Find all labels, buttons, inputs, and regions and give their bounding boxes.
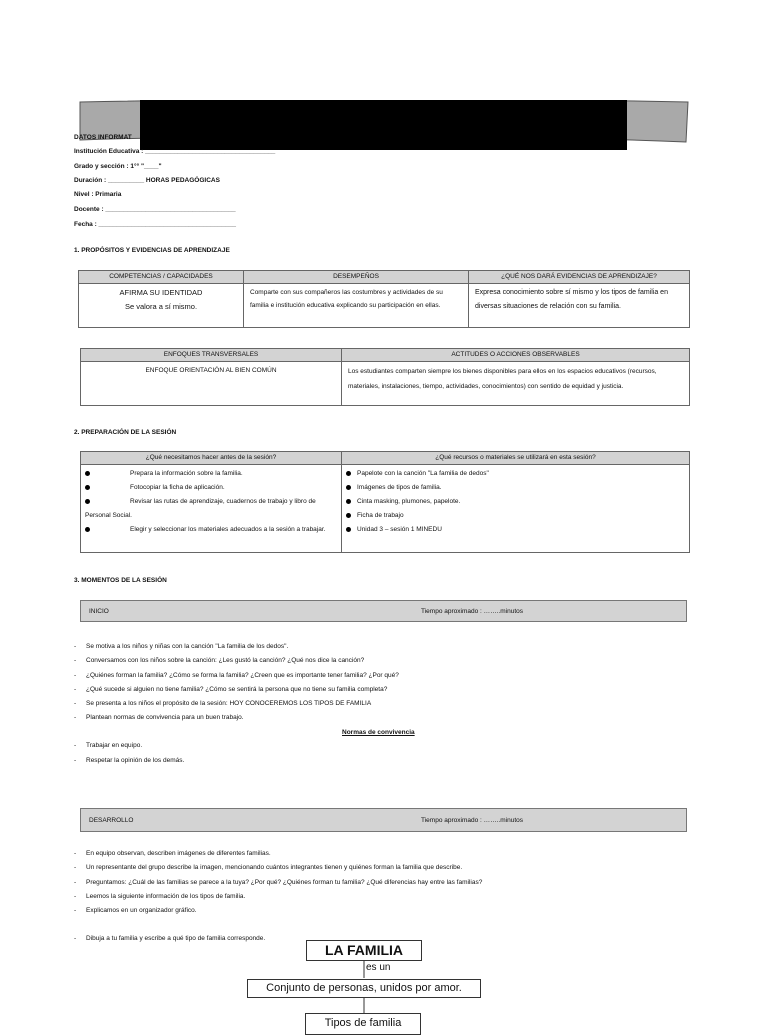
header-recursos: ¿Qué recursos o materiales se utilizará en esta sesión? (342, 452, 690, 465)
datos-title: DATOS INFORMAT (74, 134, 132, 141)
antes-item: Revisar las rutas de aprendizaje, cuadernos de trabajo y libro de Personal Social. (85, 498, 316, 519)
organizer-definition: Conjunto de personas, unidos por amor. (247, 979, 481, 998)
bullet-icon (346, 513, 351, 518)
dibuja-item: - Dibuja a tu familia y escribe a qué tipo de familia corresponde. (74, 935, 266, 942)
antes-item: Prepara la información sobre la familia. (85, 467, 337, 481)
recurso-item: Cinta masking, plumones, papelote. (346, 495, 685, 509)
header-desempenos: DESEMPEÑOS (244, 271, 469, 284)
inicio-item: - ¿Quiénes forman la familia? ¿Cómo se forma la familia? ¿Creen que es importante tener familia? ¿Por qué? (74, 672, 399, 679)
inicio-item: - Se presenta a los niños el propósito de la sesión: HOY CONOCEREMOS LOS TIPOS DE FAMILIA (74, 700, 372, 707)
redacted-title (140, 100, 627, 150)
recurso-item: Ficha de trabajo (346, 509, 685, 523)
bullet-icon (346, 499, 351, 504)
institucion-field: Institución Educativa : ____________________________________ (74, 148, 276, 155)
bullet-icon (85, 527, 90, 532)
inicio-tiempo: Tiempo aproximado : ……..minutos (421, 608, 523, 615)
section2-heading: 2. PREPARACIÓN DE LA SESIÓN (74, 429, 177, 436)
recurso-item: Papelote con la canción "La familia de dedos" (346, 467, 685, 481)
enfoque-cell: ENFOQUE ORIENTACIÓN AL BIEN COMÚN (81, 362, 342, 406)
recurso-item: Imágenes de tipos de familia. (346, 481, 685, 495)
actitud-cell: Los estudiantes comparten siempre los bienes disponibles para ellos en los espacios educativos (recursos, materiales, instalaciones, tiempo, actividades, conocimientos) con sentido de equidad y justicia. (342, 362, 690, 406)
competencia-title: AFIRMA SU IDENTIDAD (119, 288, 203, 297)
desarrollo-tiempo: Tiempo aproximado : ……..minutos (421, 817, 523, 824)
docente-field: Docente : ____________________________________ (74, 206, 236, 213)
inicio-label: INICIO (89, 608, 109, 615)
bullet-icon (346, 485, 351, 490)
bullet-icon (85, 471, 90, 476)
section3-heading: 3. MOMENTOS DE LA SESIÓN (74, 577, 167, 584)
evidencia-cell: Expresa conocimiento sobre sí mismo y los tipos de familia en diversas situaciones de relación con su familia. (469, 284, 690, 328)
norma-item: - Trabajar en equipo. (74, 742, 143, 749)
antes-item: Fotocopiar la ficha de aplicación. (85, 481, 337, 495)
organizer-tipos: Tipos de familia (305, 1013, 421, 1035)
bullet-icon (85, 485, 90, 490)
preparacion-table (80, 451, 690, 553)
duracion-field: Duración : __________ HORAS PEDAGÓGICAS (74, 177, 220, 184)
desempeno-cell: Comparte con sus compañeros las costumbres y actividades de su familia e institución educativa explicando su participación en ellas. (244, 284, 469, 328)
header-evidencias: ¿QUÉ NOS DARÁ EVIDENCIAS DE APRENDIZAJE? (469, 271, 690, 284)
desarrollo-item: - Explicamos en un organizador gráfico. (74, 907, 197, 914)
header-actitudes: ACTITUDES O ACCIONES OBSERVABLES (342, 349, 690, 362)
grado-field: Grado y sección : 1°° "____" (74, 163, 162, 170)
inicio-bar (80, 600, 687, 622)
competencia-sub: Se valora a sí mismo. (124, 302, 198, 311)
desarrollo-item: - Leemos la siguiente información de los tipos de familia. (74, 893, 246, 900)
bullet-icon (85, 499, 90, 504)
section1-heading: 1. PROPÓSITOS Y EVIDENCIAS DE APRENDIZAJE (74, 247, 230, 254)
inicio-item: - Se motiva a los niños y niñas con la canción "La familia de los dedos". (74, 643, 289, 650)
inicio-item: - Conversamos con los niños sobre la canción: ¿Les gustó la canción? ¿Qué nos dice la canción? (74, 657, 365, 664)
fecha-field: Fecha : ______________________________________ (74, 221, 236, 228)
enfoques-table (80, 348, 690, 406)
organizer-title: LA FAMILIA (306, 940, 422, 961)
recurso-item: Unidad 3 – sesión 1 MINEDU (346, 523, 685, 537)
desarrollo-bar (80, 808, 687, 832)
desarrollo-item: - En equipo observan, describen imágenes de diferentes familias. (74, 850, 271, 857)
propositos-table (78, 270, 690, 328)
desarrollo-item: - Un representante del grupo describe la imagen, mencionando cuántos integrantes tienen y quiénes forman la familia que describe. (74, 864, 463, 871)
header-enfoques: ENFOQUES TRANSVERSALES (81, 349, 342, 362)
inicio-item: - Plantean normas de convivencia para un buen trabajo. (74, 714, 244, 721)
desarrollo-label: DESARROLLO (89, 817, 134, 824)
bullet-icon (346, 471, 351, 476)
normas-title: Normas de convivencia (342, 729, 415, 736)
organizer-connector: es un (366, 962, 391, 973)
bullet-icon (346, 527, 351, 532)
antes-cell (81, 465, 342, 553)
nivel-field: Nivel : Primaria (74, 191, 122, 198)
inicio-item: - ¿Qué sucede si alguien no tiene familia? ¿Cómo se sentirá la persona que no tiene su familia completa? (74, 686, 388, 693)
header-competencias: COMPETENCIAS / CAPACIDADES (79, 271, 244, 284)
competencia-cell (79, 284, 244, 328)
norma-item: - Respetar la opinión de los demás. (74, 757, 185, 764)
antes-item: Elegir y seleccionar los materiales adecuados a la sesión a trabajar. (85, 523, 337, 537)
recursos-cell (342, 465, 690, 553)
header-antes: ¿Qué necesitamos hacer antes de la sesión? (81, 452, 342, 465)
desarrollo-item: - Preguntamos: ¿Cuál de las familias se parece a la tuya? ¿Por qué? ¿Quiénes forman tu familia? ¿Qué diferencias hay entre las familias? (74, 879, 483, 886)
